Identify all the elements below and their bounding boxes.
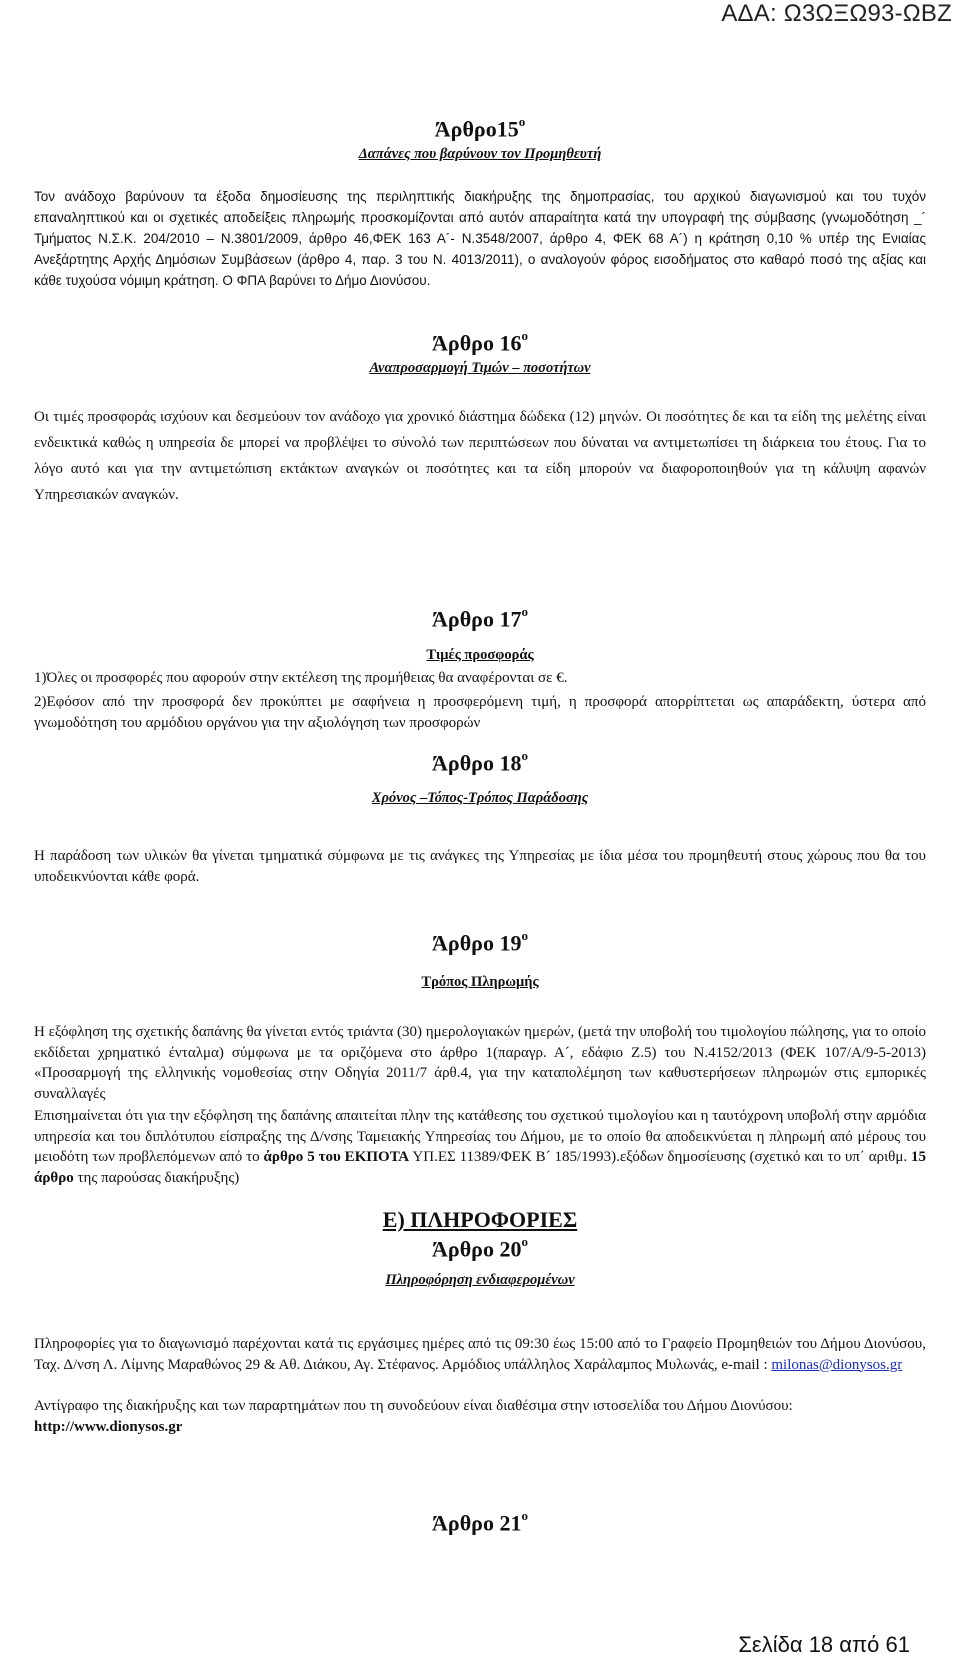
- article-19-text-2: Επισημαίνεται ότι για την εξόφληση της δαπάνης απαιτείται πλην της κατάθεσης του σχετικού τιμολογίου και η ταυτόχρονη υποβολή στην αρμόδια υπηρεσία και του διπλότυπου είσπραξης της Δ/νσης Ταμειακής Υπηρεσίας του Δήμου, με το οποίο θα αποδεικνύεται η πληρωμή από μέρους του μειοδότη των προβλεπόμενων από το άρθρο 5 του ΕΚΠΟΤΑ ΥΠ.ΕΣ 11389/ΦΕΚ Β´ 185/1993).εξόδων δημοσίευσης (σχετικό και το υπ΄ αριθμ. 15 άρθρο της παρούσας διακήρυξης): [34, 1108, 927, 1186]
- article-20-subtitle: Πληροφόρηση ενδιαφερομένων: [385, 1272, 575, 1288]
- article-20-title: Άρθρο $20^o$: [432, 1234, 528, 1262]
- article-15-subtitle: Δαπάνες που βαρύνουν τον Προμηθευτή: [358, 146, 602, 162]
- article-18-text: Η παράδοση των υλικών θα γίνεται τμηματικά σύμφωνα με τις ανάγκες της Υπηρεσίας με ίδια μέσα του προμηθευτή στους χώρους που θα του υποδεικνύονται κάθε φορά.: [34, 848, 926, 885]
- article-19-text-1: Η εξόφληση της σχετικής δαπάνης θα γίνεται εντός τριάντα (30) ημερολογιακών ημερών, (μετά την υποβολή του τιμολογίου πώλησης, για το οποίο εκδίδεται χρηματικό ένταλμα) σύμφωνα με τα οριζόμενα στο άρθρο 1(παραγρ. Α´, εδάφιο Ζ.5) του Ν.4152/2013 (ΦΕΚ 107/Α/9-5-2013) «Προσαρμογή της ελληνικής νομοθεσίας στην Οδηγία 2011/7 άρθ.4, για την καταπολέμηση των καθυστερήσεων πληρωμών στις εμπορικές συναλλαγές: [34, 1024, 926, 1102]
- contact-email-link[interactable]: milonas@dionysos.gr: [771, 1356, 903, 1373]
- article-21-title: Άρθρο $21^o$: [432, 1508, 528, 1536]
- article-20-text-2: Αντίγραφο της διακήρυξης και των παραρτημάτων που τη συνοδεύουν είναι διαθέσιμα στην ιστοσελίδα του Δήμου Διονύσου:: [34, 1398, 793, 1414]
- article-19-subtitle: Τρόπος Πληρωμής: [421, 974, 539, 990]
- ada-code: ΑΔΑ: Ω3ΩΞΩ93-ΩΒΖ: [721, 0, 952, 27]
- article-15-title: $Ά\rho\theta\rho o15^o$: [434, 114, 526, 142]
- article-17-line-2: 2)Εφόσον από την προσφορά δεν προκύπτει με σαφήνεια η προσφερόμενη τιμή, η προσφορά απορρίπτεται ως απαράδεκτη, ύστερα από γνωμοδότηση του αρμόδιου οργάνου για την αξιολόγηση των προσφορών: [34, 694, 926, 731]
- article-17-line-1: 1)Όλες οι προσφορές που αφορούν στην εκτέλεση της προμήθειας θα αναφέρονται σε €.: [34, 670, 568, 686]
- article-19-title: Άρθρο $19^o$: [432, 928, 528, 956]
- article-17-title: Άρθρο $17^o$: [432, 604, 528, 632]
- page-number: Σελίδα 18 από 61: [738, 1632, 910, 1657]
- section-e-title: Ε) ΠΛΗΡΟΦΟΡΙΕΣ: [382, 1207, 578, 1232]
- article-16-subtitle: Αναπροσαρμογή Τιμών – ποσοτήτων: [369, 360, 591, 376]
- article-15-text: Τον ανάδοχο βαρύνουν τα έξοδα δημοσίευσης της περιληπτικής διακήρυξης της δημοπρασίας, του αρχικού διαγωνισμού και του τυχόν επαναληπτικού και οι σχετικές αποδείξεις πληρωμής προσκομίζονται από αυτόν απαραίτητα κατά την υπογραφή της σύμβασης (γνωμοδότηση _´ Τμήματος Ν.Σ.Κ. 204/2010 – Ν.3801/2009, άρθρο 46,ΦΕΚ 163 Α´- Ν.3548/2007, άρθρο 4, ΦΕΚ 68 Α´) η κράτηση 0,10 % υπέρ της Ενιαίας Ανεξάρτητης Αρχής Δημόσιων Συμβάσεων (άρθρο 4, παρ. 3 του Ν. 4013/2011), ο αναλογούν φόρος εισοδήματος στο καθαρό ποσό της αξίας και κάθε τυχούσα νόμιμη κράτηση. Ο ΦΠΑ βαρύνει το Δήμο Διονύσου.: [34, 189, 926, 288]
- website-link[interactable]: http://www.dionysos.gr: [34, 1419, 183, 1435]
- article-16-text: Οι τιμές προσφοράς ισχύουν και δεσμεύουν τον ανάδοχο για χρονικό διάστημα δώδεκα (12) μηνών. Οι ποσότητες δε και τα είδη της μελέτης είναι ενδεικτικά καθώς η υπηρεσία δε μπορεί να προβλέψει το σύνολό των περιπτώσεων που δύναται να αντιμετωπίσει τη διάρκεια του έτους. Για το λόγο αυτό και για την αντιμετώπιση εκτάκτων αναγκών οι ποσότητες και τα είδη μπορούν να διαφοροποιηθούν για τη κάλυψη αφανών Υπηρεσιακών αναγκών.: [34, 409, 926, 503]
- article-16-title: Άρθρο $16^o$: [432, 328, 528, 356]
- article-17-subtitle: Τιμές προσφοράς: [426, 647, 534, 663]
- article-18-title: Άρθρο $18^o$: [432, 748, 528, 776]
- article-20-text-1: Πληροφορίες για το διαγωνισμό παρέχονται κατά τις εργάσιμες ημέρες από τις 09:30 έως 15:00 από το Γραφείο Προμηθειών του Δήμου Διονύσου, Ταχ. Δ/νση Λ. Λίμνης Μαραθώνος 29 & Αθ. Διάκου, Αγ. Στέφανος. Αρμόδιος υπάλληλος Χαράλαμπος Μυλωνάς, e-mail : milonas@dionysos.gr: [34, 1336, 926, 1373]
- article-18-subtitle: Χρόνος –Τόπος-Τρόπος Παράδοσης: [371, 790, 589, 806]
